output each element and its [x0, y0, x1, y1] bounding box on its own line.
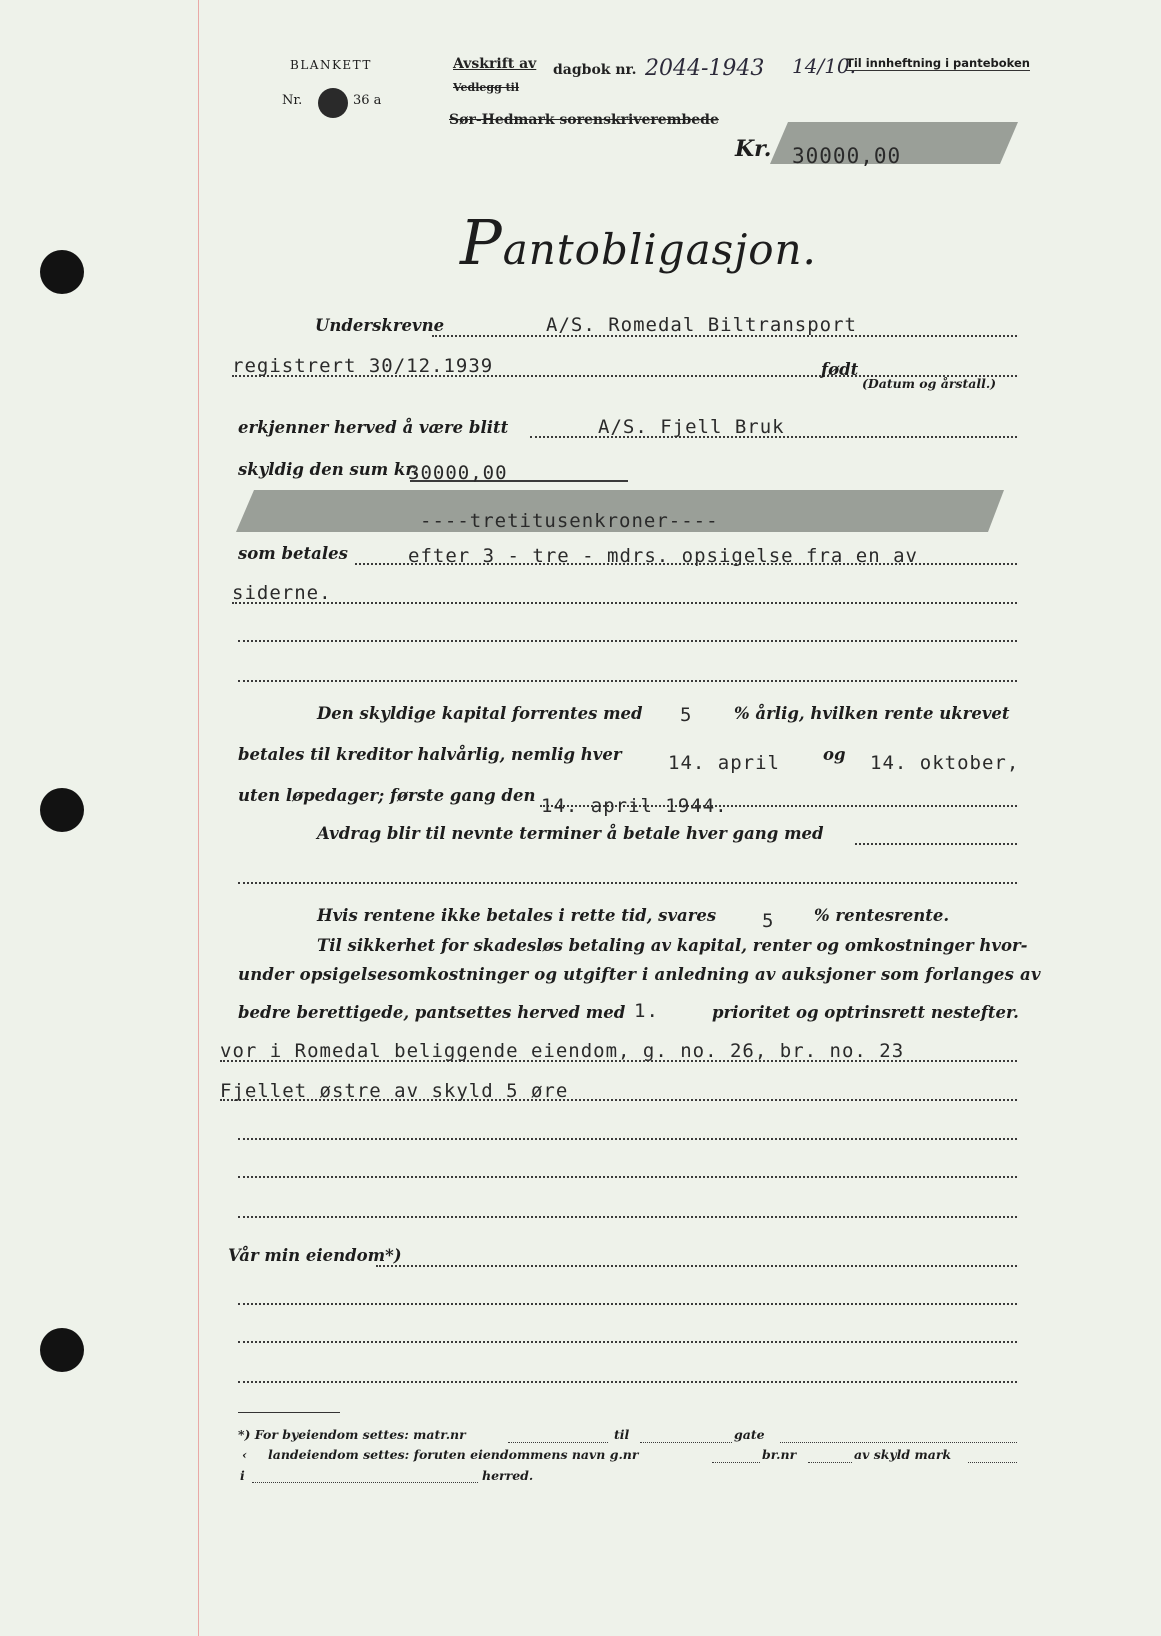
title-initial: P — [460, 206, 503, 279]
interest-line1-pre: Den skyldige kapital forrentes med — [317, 704, 643, 723]
footnote-line2-pre: landeiendom settes: foruten eiendommens navn g.nr — [268, 1447, 639, 1462]
stamp-avskrift: Avskrift av — [453, 56, 537, 72]
owe-label: skyldig den sum kr. — [238, 460, 419, 479]
property-line-2: Fjellet østre av skyld 5 øre — [220, 1080, 569, 1102]
acknowledge-label: erkjenner herved å være blitt — [238, 418, 509, 437]
page-title — [460, 206, 817, 279]
dotted-line — [508, 1442, 608, 1443]
kr-amount: 30000,00 — [792, 144, 902, 168]
dotted-line — [780, 1442, 1017, 1443]
stamp-office: Sør-Hedmark sorenskriverembede — [449, 112, 719, 128]
dagbok-number: 2044-1943 — [645, 56, 765, 81]
footnote-brnr: br.nr — [762, 1447, 797, 1462]
footnote-gate: gate — [734, 1427, 765, 1442]
late-rate: 5 — [762, 910, 775, 932]
dotted-line — [855, 843, 1017, 845]
margin-line — [198, 0, 199, 1636]
dotted-line — [968, 1462, 1017, 1463]
interest-line4: Avdrag blir til nevnte terminer å betale hver gang med — [317, 824, 824, 843]
footnote-i: i — [240, 1468, 245, 1483]
stamp-dagbok: dagbok nr. — [553, 62, 637, 78]
dotted-line — [238, 882, 1017, 884]
security-line1-pre: Hvis rentene ikke betales i rette tid, svares — [317, 906, 717, 925]
interest-line3-pre: uten løpedager; første gang den — [238, 786, 536, 805]
punch-hole — [40, 250, 84, 294]
undersigned-label: Underskrevne — [315, 316, 445, 335]
dotted-line — [640, 1442, 732, 1443]
property-line-1: vor i Romedal beliggende eiendom, g. no. 26, br. no. 23 — [220, 1040, 905, 1062]
title-rest: antobligasjon. — [502, 225, 817, 274]
interest-rate: 5 — [680, 704, 693, 726]
dotted-line — [238, 680, 1017, 682]
footnote-bullet: ‹ — [242, 1447, 247, 1462]
dotted-line — [238, 1381, 1017, 1383]
interest-og: og — [823, 745, 846, 764]
footnote-skyld: av skyld mark — [854, 1447, 952, 1462]
dotted-line — [238, 1341, 1017, 1343]
dotted-line — [376, 1265, 1017, 1267]
dotted-line — [808, 1462, 852, 1463]
security-line2: Til sikkerhet for skadesløs betaling av kapital, renter og omkostninger hvor- — [317, 936, 1028, 955]
nr-value: 36 a — [353, 93, 382, 108]
dagbok-date: 14/10. — [792, 54, 856, 78]
dotted-line — [238, 640, 1017, 642]
security-line4-post: prioritet og optrinsrett nestefter. — [712, 1003, 1019, 1022]
interest-line2-pre: betales til kreditor halvårlig, nemlig hver — [238, 745, 622, 764]
owe-amount: 30000,00 — [408, 462, 508, 484]
registered-value: registrert 30/12.1939 — [232, 355, 494, 377]
priority-value: 1. — [634, 1000, 659, 1022]
dotted-line — [238, 1138, 1017, 1140]
dotted-line — [238, 1176, 1017, 1178]
first-date: 14. april 1944. — [541, 795, 728, 817]
interest-date1: 14. april — [668, 752, 780, 774]
kr-label: Kr. — [735, 136, 772, 162]
dotted-line — [712, 1462, 760, 1463]
creditor-value: A/S. Fjell Bruk — [598, 416, 785, 438]
punch-hole — [40, 1328, 84, 1372]
interest-date2: 14. oktober, — [870, 752, 1020, 774]
paid-value-2: siderne. — [232, 582, 332, 604]
footnote-rule — [238, 1412, 340, 1413]
dotted-line — [232, 602, 1017, 604]
blankett-label: BLANKETT — [290, 58, 372, 72]
footnote-til: til — [614, 1427, 630, 1442]
security-line1-post: % rentesrente. — [814, 906, 950, 925]
paid-value-1: efter 3 - tre - mdrs. opsigelse fra en av — [408, 545, 918, 567]
footnote-herred: herred. — [482, 1468, 534, 1483]
stamp-vedlegg: Vedlegg til — [453, 81, 520, 94]
date-hint: (Datum og årstall.) — [862, 376, 997, 391]
seal-icon — [318, 88, 348, 118]
min-eiendom-label: Vår min eiendom*) — [228, 1246, 402, 1265]
paid-label: som betales — [238, 544, 348, 563]
binding-note: Til innheftning i panteboken — [846, 56, 1030, 70]
interest-line1-post: % årlig, hvilken rente ukrevet — [734, 704, 1010, 723]
dotted-line — [238, 1216, 1017, 1218]
undersigned-value: A/S. Romedal Biltransport — [546, 314, 857, 336]
born-label: født — [821, 360, 859, 379]
security-line3: under opsigelsesomkostninger og utgifter i anledning av auksjoner som forlanges av — [238, 965, 1041, 984]
footnote-line1-pre: *) For byeiendom settes: matr.nr — [238, 1427, 466, 1442]
security-line4-pre: bedre berettigede, pantsettes herved med — [238, 1003, 626, 1022]
dotted-line — [252, 1482, 478, 1483]
dotted-line — [238, 1303, 1017, 1305]
punch-hole — [40, 788, 84, 832]
amount-words: ----tretitusenkroner---- — [420, 510, 719, 532]
nr-label: Nr. — [282, 93, 303, 108]
